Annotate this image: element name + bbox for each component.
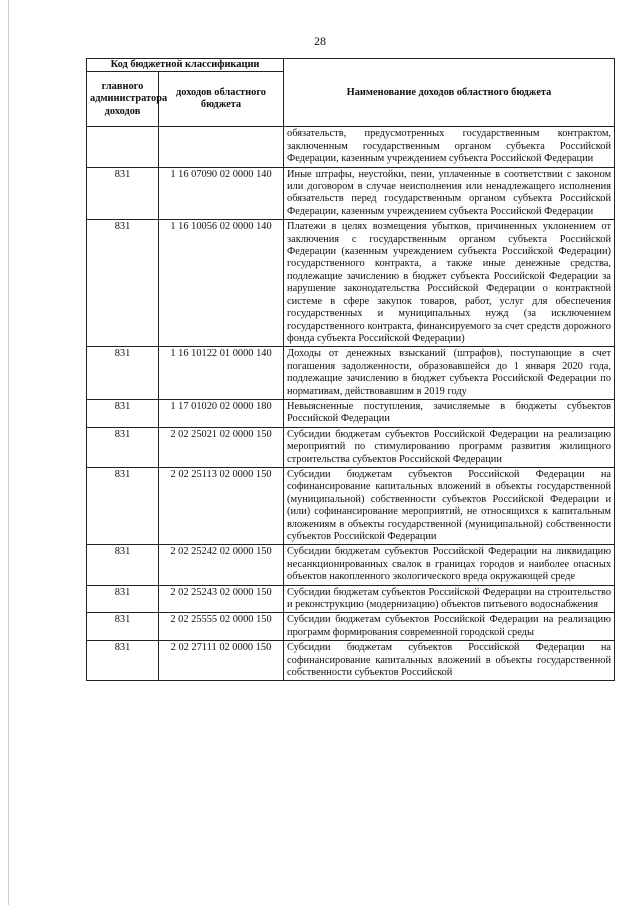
table-row — [87, 127, 615, 167]
budget-classification-table — [86, 58, 615, 681]
header-admin: главного администратора доходов — [87, 72, 159, 127]
name-cell: Невыясненные поступления, зачисляемые в бюджеты субъектов Российской Федерации — [284, 399, 615, 427]
name-cell: Субсидии бюджетам субъектов Российской Федерации на ликвидацию несанкционированных свалок в границах городов и наиболее опасных объектов накопленного экологического вреда окружающей среде — [284, 545, 615, 585]
admin-cell: 831 — [87, 427, 159, 467]
table-row — [87, 613, 615, 641]
code-cell: 2 02 25113 02 0000 150 — [159, 467, 284, 544]
table-row — [87, 641, 615, 681]
code-cell — [159, 127, 284, 167]
code-cell: 1 17 01020 02 0000 180 — [159, 399, 284, 427]
admin-cell: 831 — [87, 613, 159, 641]
page-number: 28 — [314, 34, 326, 48]
admin-cell: 831 — [87, 167, 159, 220]
name-cell: Субсидии бюджетам субъектов Российской Федерации на реализацию программ формирования современной городской среды — [284, 613, 615, 641]
table-row — [87, 399, 615, 427]
name-cell: Платежи в целях возмещения убытков, причиненных уклонением от заключения с государственным органом субъекта Российской Федерации (казенным учреждением субъекта Российской Федерации) государственного контракта, а также иные денежные средства, подлежащие зачислению в бюджет субъекта Российской Федерации за нарушение законодательства Российской Федерации о контрактной системе в сфере закупок товаров, работ, услуг для обеспечения государственных и муниципальных нужд (за исключением государственного контракта, финансируемого за счет средств дорожного фонда субъекта Российской Федерации) — [284, 220, 615, 347]
name-cell: Субсидии бюджетам субъектов Российской Федерации на софинансирование капитальных вложений в объекты государственной собственности субъектов Российской — [284, 641, 615, 681]
table-row — [87, 220, 615, 347]
code-cell: 2 02 25021 02 0000 150 — [159, 427, 284, 467]
admin-cell: 831 — [87, 399, 159, 427]
table-row — [87, 347, 615, 400]
code-cell: 1 16 07090 02 0000 140 — [159, 167, 284, 220]
header-name: Наименование доходов областного бюджета — [284, 59, 615, 127]
table-row — [87, 167, 615, 220]
name-cell: Доходы от денежных взысканий (штрафов), поступающие в счет погашения задолженности, образовавшейся до 1 января 2020 года, подлежащие зачислению в бюджет субъекта Российской Федерации по нормативам, действовавшим в 2019 году — [284, 347, 615, 400]
header-group: Код бюджетной классификации — [87, 59, 284, 72]
table-row — [87, 427, 615, 467]
code-cell: 2 02 25243 02 0000 150 — [159, 585, 284, 613]
code-cell: 1 16 10122 01 0000 140 — [159, 347, 284, 400]
code-cell: 2 02 25242 02 0000 150 — [159, 545, 284, 585]
name-cell: Субсидии бюджетам субъектов Российской Федерации на софинансирование капитальных вложений в объекты государственной (муниципальной) собственности субъектов Российской Федерации и (или) софинансирование мероприятий, не относящихся к капитальным вложениям в объекты государственной (муниципальной) собственности субъектов Российской Федерации — [284, 467, 615, 544]
name-cell: Иные штрафы, неустойки, пени, уплаченные в соответствии с законом или договором в случае неисполнения или ненадлежащего исполнения обязательств перед государственным органом субъекта Российской Федерации, казенным учреждением субъекта Российской Федерации — [284, 167, 615, 220]
name-cell: Субсидии бюджетам субъектов Российской Федерации на реализацию мероприятий по стимулированию программ развития жилищного строительства субъектов Российской Федерации — [284, 427, 615, 467]
name-cell: обязательств, предусмотренных государственным контрактом, заключенным государственным органом субъекта Российской Федерации, казенным учреждением субъекта Российской Федерации — [284, 127, 615, 167]
admin-cell — [87, 127, 159, 167]
name-cell: Субсидии бюджетам субъектов Российской Федерации на строительство и реконструкцию (модернизацию) объектов питьевого водоснабжения — [284, 585, 615, 613]
admin-cell: 831 — [87, 641, 159, 681]
table-row — [87, 467, 615, 544]
admin-cell: 831 — [87, 220, 159, 347]
admin-cell: 831 — [87, 347, 159, 400]
admin-cell: 831 — [87, 467, 159, 544]
admin-cell: 831 — [87, 585, 159, 613]
table-row — [87, 545, 615, 585]
code-cell: 2 02 25555 02 0000 150 — [159, 613, 284, 641]
header-code: доходов областного бюджета — [159, 72, 284, 127]
scan-edge — [8, 0, 9, 905]
table-row — [87, 585, 615, 613]
code-cell: 1 16 10056 02 0000 140 — [159, 220, 284, 347]
code-cell: 2 02 27111 02 0000 150 — [159, 641, 284, 681]
admin-cell: 831 — [87, 545, 159, 585]
